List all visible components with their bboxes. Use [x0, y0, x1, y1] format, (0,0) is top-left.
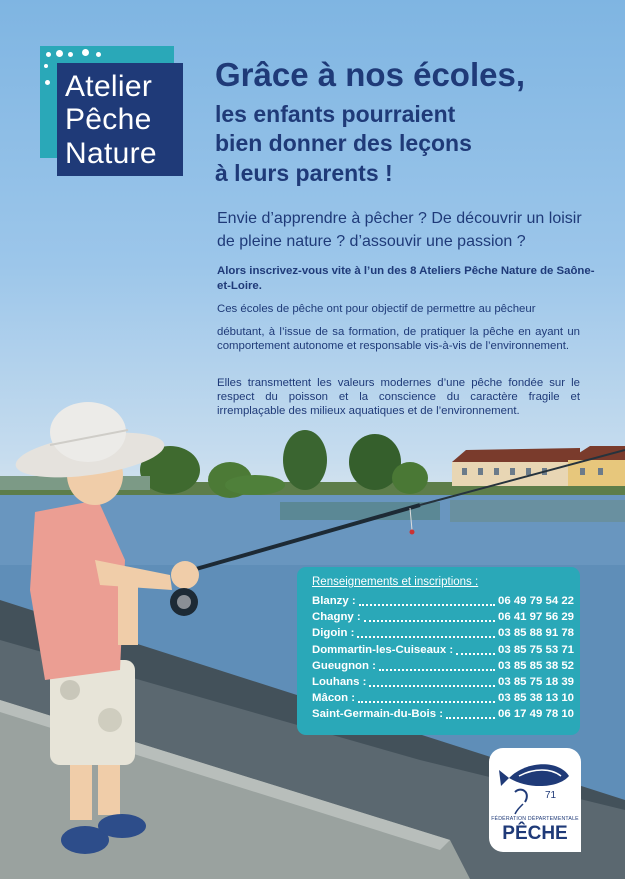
contact-row: [312, 676, 574, 692]
contact-row: [312, 692, 574, 708]
houses: [452, 446, 625, 486]
logo-dot: [68, 52, 73, 57]
logo-line-3: Nature: [65, 137, 157, 170]
dot-leader: [446, 717, 495, 719]
body-paragraph-1: Ces écoles de pêche ont pour objectif de permettre au pêcheur: [217, 303, 536, 315]
dot-leader: [369, 685, 495, 687]
contact-title: Renseignements et inscriptions :: [312, 576, 479, 588]
contact-location: Dommartin-les-Cuiseaux :: [312, 643, 454, 656]
contact-phone: 03 85 75 53 71: [497, 643, 574, 656]
logo-line-1: Atelier: [65, 70, 153, 103]
contact-row: [312, 660, 574, 676]
bold-text: Alors inscrivez-vous vite à l’un des 8 Ateliers Pêche Nature de Saône-et-Loire.: [217, 265, 595, 292]
badge-subtitle: FÉDÉRATION DÉPARTEMENTALE: [491, 816, 579, 822]
logo-dot: [46, 52, 51, 57]
body-paragraph-2: débutant, à l’issue de sa formation, de pratiquer la pêche en ayant un comportement autonome et responsable vis-à-vis de l’environnement.: [217, 326, 580, 352]
headline-line-4: à leurs parents !: [215, 160, 393, 186]
contact-location: Saint-Germain-du-Bois :: [312, 708, 443, 721]
logo-dot: [44, 64, 48, 68]
contact-phone: 03 85 88 91 78: [497, 627, 574, 640]
logo-dot: [45, 80, 50, 85]
contact-location: Louhans :: [312, 676, 367, 688]
dot-leader: [456, 653, 495, 655]
logo-dot: [96, 52, 101, 57]
contact-row: [312, 611, 574, 627]
contact-row: [312, 644, 574, 660]
contact-phone: 06 17 49 78 10: [497, 708, 574, 721]
contact-phone: 06 49 79 54 22: [497, 595, 574, 607]
logo-dot: [82, 49, 89, 56]
fish-icon: [489, 748, 581, 818]
contact-phone: 03 85 85 38 52: [497, 659, 574, 672]
contact-phone: 03 85 75 18 39: [497, 676, 574, 688]
dot-leader: [379, 669, 495, 671]
contact-phone: 03 85 38 13 10: [497, 692, 574, 705]
contact-location: Gueugnon :: [312, 659, 376, 672]
contact-location: Blanzy :: [312, 595, 356, 607]
contact-location: Digoin :: [312, 627, 355, 640]
contact-row: [312, 708, 574, 724]
headline-line-3: bien donner des leçons: [215, 130, 472, 156]
dot-leader: [357, 636, 495, 638]
contact-phone: 06 41 97 56 29: [497, 611, 574, 624]
federation-badge: [489, 748, 581, 852]
dot-leader: [358, 701, 495, 703]
contact-row: [312, 595, 574, 611]
contact-row: [312, 627, 574, 643]
headline-line-2: les enfants pourraient: [215, 101, 456, 127]
dot-leader: [359, 604, 495, 606]
contact-box: [297, 567, 580, 735]
contact-location: Mâcon :: [312, 692, 356, 705]
badge-number: 71: [545, 790, 557, 801]
contact-location: Chagny :: [312, 611, 361, 624]
dot-leader: [364, 620, 495, 622]
badge-title: PÊCHE: [502, 823, 568, 844]
body-paragraph-3: Elles transmettent les valeurs modernes d’une pêche fondée sur le respect du poisson et la conscience du caractère fragile et irremplaçable des milieux aquatiques et de l’environnement.: [217, 377, 580, 417]
logo-dot: [56, 50, 63, 57]
headline-title: Grâce à nos écoles,: [215, 56, 526, 93]
intro-text: Envie d’apprendre à pêcher ? De découvrir un loisir de pleine nature ? d’assouvir une passion ?: [217, 210, 582, 250]
logo-line-2: Pêche: [65, 103, 152, 136]
